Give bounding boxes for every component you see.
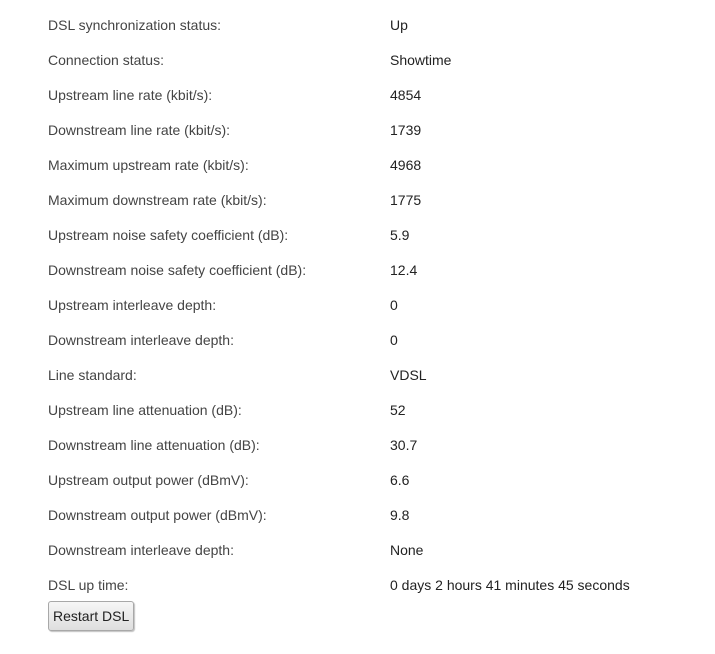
status-row-downstream-noise-margin	[48, 252, 688, 287]
row-label: DSL up time:	[48, 576, 129, 593]
restart-dsl-button[interactable]: Restart DSL	[48, 601, 134, 631]
row-value: Up	[390, 16, 408, 33]
row-label: Line standard:	[48, 366, 137, 383]
dsl-status-table	[48, 7, 688, 602]
row-label: Maximum downstream rate (kbit/s):	[48, 191, 267, 208]
row-value: 6.6	[390, 471, 410, 488]
status-row-upstream-noise-margin	[48, 217, 688, 252]
status-row-downstream-rate	[48, 112, 688, 147]
status-row-downstream-interleave	[48, 322, 688, 357]
row-label: DSL synchronization status:	[48, 16, 222, 33]
row-label: Downstream output power (dBmV):	[48, 506, 267, 523]
row-label: Connection status:	[48, 51, 164, 68]
row-value: VDSL	[390, 366, 427, 383]
status-row-upstream-output-power	[48, 462, 688, 497]
row-label: Downstream noise safety coefficient (dB):	[48, 261, 307, 278]
row-value: 1739	[390, 121, 422, 138]
row-value: 4854	[390, 86, 422, 103]
row-label: Downstream interleave depth:	[48, 541, 234, 558]
row-value: 52	[390, 401, 406, 418]
status-row-max-downstream-rate	[48, 182, 688, 217]
status-row-downstream-output-power	[48, 497, 688, 532]
row-label: Upstream noise safety coefficient (dB):	[48, 226, 289, 243]
status-row-upstream-interleave	[48, 287, 688, 322]
row-label: Downstream interleave depth:	[48, 331, 234, 348]
row-value: 4968	[390, 156, 422, 173]
row-value: None	[390, 541, 424, 558]
row-label: Upstream interleave depth:	[48, 296, 217, 313]
row-value: 9.8	[390, 506, 410, 523]
row-value: Showtime	[390, 51, 452, 68]
row-value: 12.4	[390, 261, 418, 278]
status-row-upstream-rate	[48, 77, 688, 112]
status-row-downstream-interleave-2	[48, 532, 688, 567]
row-label: Downstream line attenuation (dB):	[48, 436, 260, 453]
row-value: 0	[390, 296, 398, 313]
status-row-downstream-attenuation	[48, 427, 688, 462]
row-label: Upstream output power (dBmV):	[48, 471, 249, 488]
row-value: 1775	[390, 191, 422, 208]
row-value: 0 days 2 hours 41 minutes 45 seconds	[390, 576, 630, 593]
status-row-uptime	[48, 567, 688, 602]
status-row-line-standard	[48, 357, 688, 392]
row-label: Downstream line rate (kbit/s):	[48, 121, 231, 138]
row-value: 0	[390, 331, 398, 348]
row-label: Maximum upstream rate (kbit/s):	[48, 156, 249, 173]
status-row-upstream-attenuation	[48, 392, 688, 427]
row-value: 5.9	[390, 226, 410, 243]
status-row-sync	[48, 7, 688, 42]
status-row-connection	[48, 42, 688, 77]
row-label: Upstream line attenuation (dB):	[48, 401, 242, 418]
row-label: Upstream line rate (kbit/s):	[48, 86, 213, 103]
row-value: 30.7	[390, 436, 418, 453]
status-row-max-upstream-rate	[48, 147, 688, 182]
